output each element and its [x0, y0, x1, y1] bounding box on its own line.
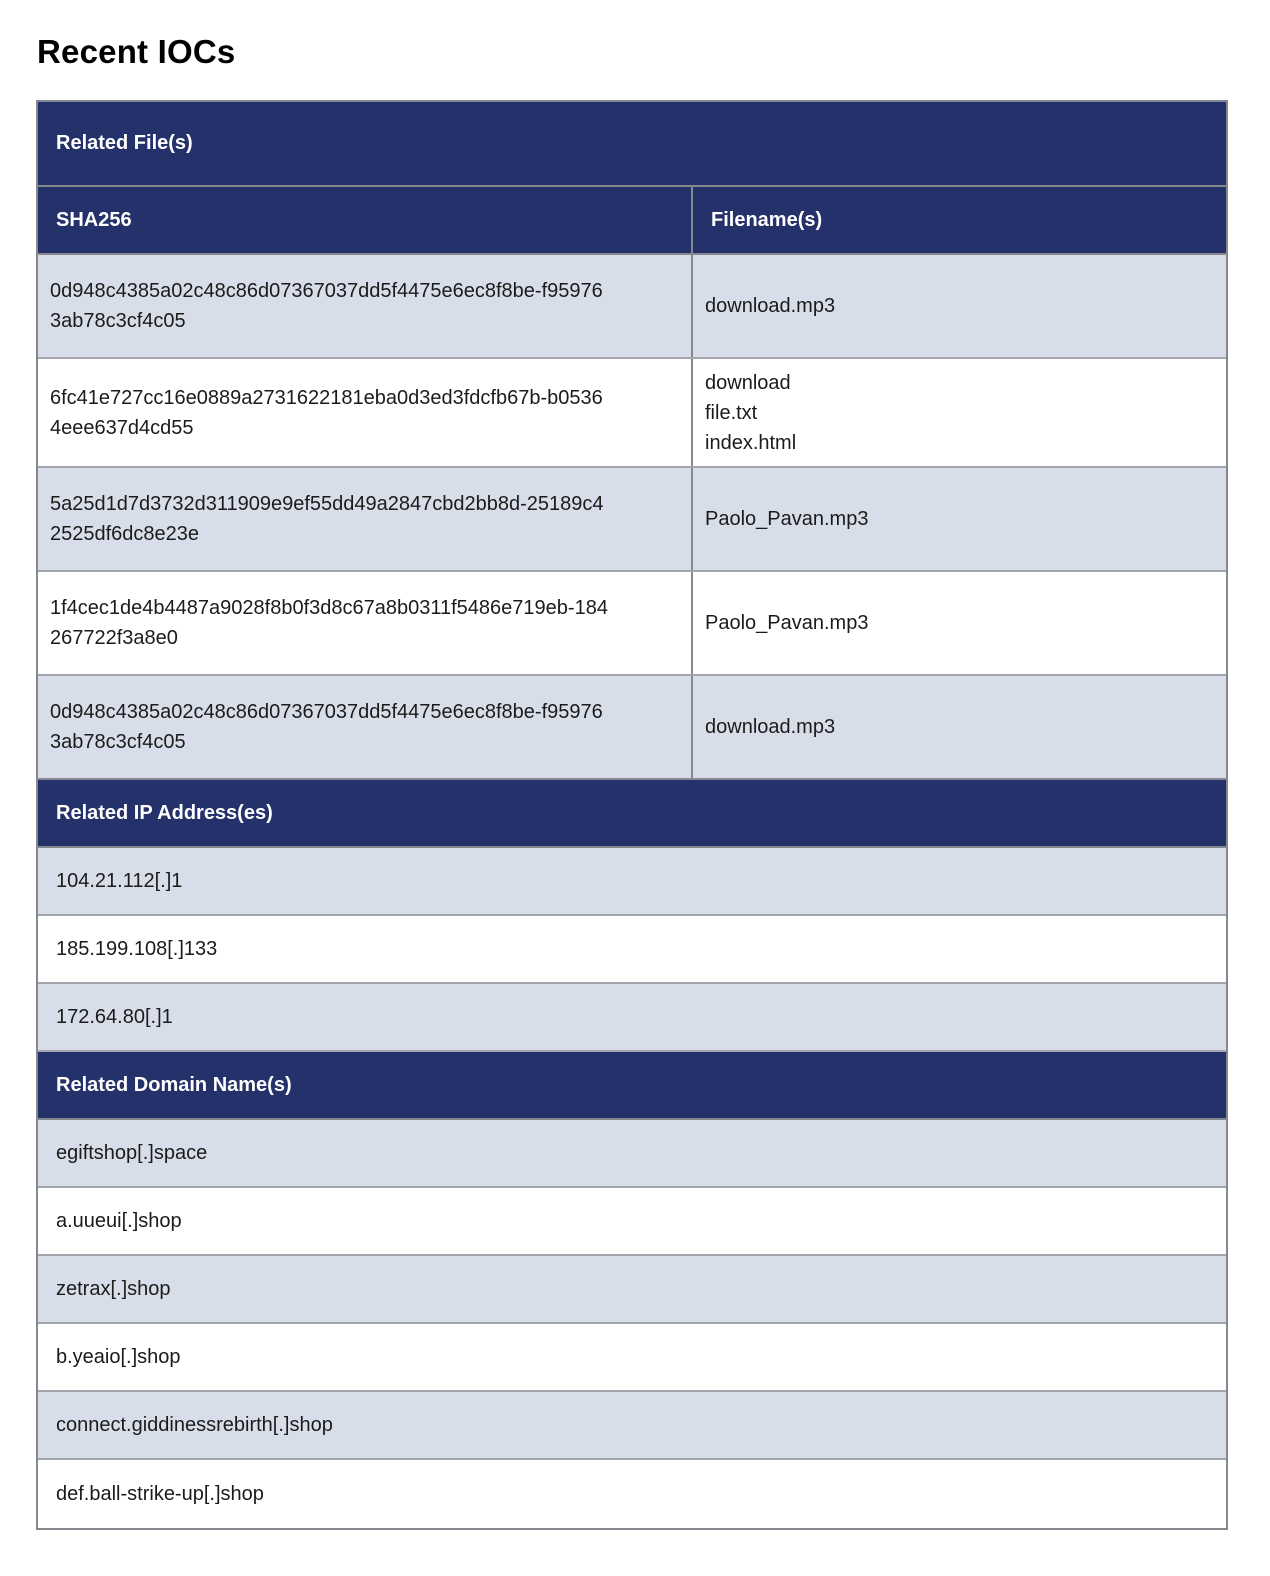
filename: Paolo_Pavan.mp3	[705, 508, 869, 530]
filename: download.mp3	[705, 716, 836, 738]
sha256-value: 6fc41e727cc16e0889a2731622181eba0d3ed3fdcfb67b-b05364eee637d4cd55	[50, 386, 603, 439]
domain-row: a.uueui[.]shop	[38, 1188, 1226, 1256]
page-title: Recent IOCs	[37, 33, 236, 70]
filename: download	[705, 371, 791, 394]
domain-row: connect.giddinessrebirth[.]shop	[38, 1392, 1226, 1460]
sha256-value: 0d948c4385a02c48c86d07367037dd5f4475e6ec8f8be-f959763ab78c3cf4c05	[50, 280, 603, 332]
ip-row: 185.199.108[.]133	[38, 916, 1226, 984]
sha256-value: 1f4cec1de4b4487a9028f8b0f3d8c67a8b0311f5486e719eb-184267722f3a8e0	[50, 597, 608, 649]
section-header-domains: Related Domain Name(s)	[38, 1052, 1226, 1120]
ip-row: 172.64.80[.]1	[38, 984, 1226, 1052]
file-row	[38, 468, 1226, 572]
section-header-files: Related File(s)	[38, 102, 1226, 187]
filename: Paolo_Pavan.mp3	[705, 612, 869, 634]
domain-row: b.yeaio[.]shop	[38, 1324, 1226, 1392]
filename: index.html	[705, 431, 797, 454]
file-row	[38, 359, 1226, 468]
column-header-row	[38, 187, 1226, 255]
domain-row: egiftshop[.]space	[38, 1120, 1226, 1188]
section-header-ips: Related IP Address(es)	[38, 780, 1226, 848]
file-row	[38, 572, 1226, 676]
filename: download.mp3	[705, 295, 836, 317]
sha256-value: 0d948c4385a02c48c86d07367037dd5f4475e6ec8f8be-f959763ab78c3cf4c05	[50, 701, 603, 753]
column-header-sha256: SHA256	[38, 187, 693, 253]
file-row	[38, 255, 1226, 359]
sha256-value: 5a25d1d7d3732d311909e9ef55dd49a2847cbd2bb8d-25189c42525df6dc8e23e	[50, 493, 604, 545]
domain-row: def.ball-strike-up[.]shop	[38, 1460, 1226, 1528]
file-row	[38, 676, 1226, 780]
ioc-table	[36, 100, 1228, 1530]
ip-row: 104.21.112[.]1	[38, 848, 1226, 916]
filename: file.txt	[705, 401, 758, 424]
column-header-filenames: Filename(s)	[711, 208, 823, 231]
domain-row: zetrax[.]shop	[38, 1256, 1226, 1324]
